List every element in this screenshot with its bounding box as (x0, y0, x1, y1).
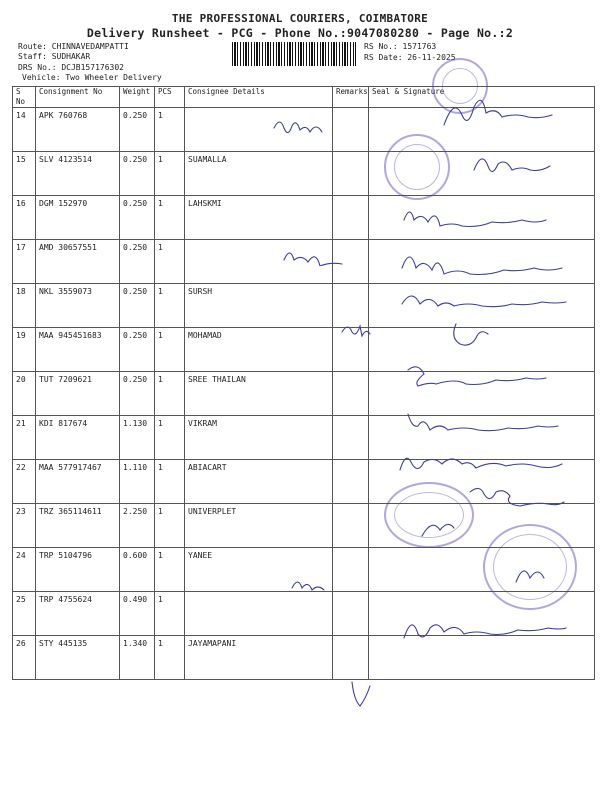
cell-consignee: VIKRAM (185, 416, 333, 460)
handwritten-signature (400, 612, 570, 646)
route-label: Route: CHINNAVEDAMPATTI (18, 42, 129, 51)
cell-consignment: MAA 945451683 (36, 328, 120, 372)
cell-sno: 26 (13, 636, 36, 680)
cell-pcs: 1 (155, 240, 185, 284)
handwritten-signature (466, 482, 566, 514)
cell-remarks (333, 592, 369, 636)
cell-consignee: MOHAMAD (185, 328, 333, 372)
cell-consignee: JAYAMAPANI (185, 636, 333, 680)
handwritten-mark (270, 112, 330, 136)
cell-sno: 21 (13, 416, 36, 460)
cell-pcs: 1 (155, 372, 185, 416)
cell-consignee: UNIVERPLET (185, 504, 333, 548)
cell-weight: 0.250 (120, 196, 155, 240)
cell-pcs: 1 (155, 328, 185, 372)
cell-pcs: 1 (155, 284, 185, 328)
cell-remarks (333, 372, 369, 416)
cell-weight: 0.250 (120, 152, 155, 196)
cell-consignment: STY 445135 (36, 636, 120, 680)
vehicle-label: Vehicle: Two Wheeler Delivery (22, 73, 162, 82)
cell-consignment: KDI 817674 (36, 416, 120, 460)
cell-sno: 14 (13, 108, 36, 152)
cell-consignee: YANEE (185, 548, 333, 592)
cell-remarks (333, 196, 369, 240)
cell-sno: 18 (13, 284, 36, 328)
cell-consignee: SREE THAILAN (185, 372, 333, 416)
col-consignee: Consignee Details (185, 87, 333, 108)
cell-weight: 0.250 (120, 372, 155, 416)
seal-stamp (384, 134, 450, 200)
handwritten-signature (404, 360, 574, 390)
handwritten-mark (510, 558, 550, 588)
cell-pcs: 1 (155, 108, 185, 152)
cell-remarks (333, 636, 369, 680)
cell-consignment: TRP 4755624 (36, 592, 120, 636)
cell-pcs: 1 (155, 504, 185, 548)
cell-consignee (185, 592, 333, 636)
handwritten-signature (470, 146, 560, 182)
cell-weight: 0.250 (120, 108, 155, 152)
cell-pcs: 1 (155, 548, 185, 592)
cell-consignee: ABIACART (185, 460, 333, 504)
handwritten-mark (280, 244, 350, 266)
cell-sno: 15 (13, 152, 36, 196)
cell-consignee: SURSH (185, 284, 333, 328)
cell-consignment: APK 760768 (36, 108, 120, 152)
col-sno: S No (13, 87, 36, 108)
cell-weight: 1.340 (120, 636, 155, 680)
handwritten-mark (346, 678, 376, 710)
cell-consignment: AMD 30657551 (36, 240, 120, 284)
cell-consignee: LAHSKMI (185, 196, 333, 240)
cell-sno: 22 (13, 460, 36, 504)
cell-weight: 1.130 (120, 416, 155, 460)
cell-remarks (333, 548, 369, 592)
cell-consignment: TRP 5104796 (36, 548, 120, 592)
cell-consignment: SLV 4123514 (36, 152, 120, 196)
cell-sno: 17 (13, 240, 36, 284)
cell-weight: 0.250 (120, 328, 155, 372)
col-weight: Weight (120, 87, 155, 108)
cell-consignment: TUT 7209621 (36, 372, 120, 416)
cell-consignment: TRZ 365114611 (36, 504, 120, 548)
handwritten-signature (398, 286, 578, 312)
handwritten-signature (400, 202, 580, 228)
cell-pcs: 1 (155, 592, 185, 636)
cell-sno: 16 (13, 196, 36, 240)
barcode-image (232, 42, 356, 66)
cell-pcs: 1 (155, 636, 185, 680)
cell-weight: 0.490 (120, 592, 155, 636)
cell-pcs: 1 (155, 460, 185, 504)
col-remarks: Remarks (333, 87, 369, 108)
col-pcs: PCS (155, 87, 185, 108)
cell-weight: 0.600 (120, 548, 155, 592)
cell-sno: 19 (13, 328, 36, 372)
drs-number: DRS No.: DCJB157176302 (18, 63, 124, 72)
cell-weight: 0.250 (120, 240, 155, 284)
cell-remarks (333, 504, 369, 548)
company-title: THE PROFESSIONAL COURIERS, COIMBATORE (171, 12, 429, 25)
col-consignment: Consignment No (36, 87, 120, 108)
cell-remarks (333, 460, 369, 504)
cell-consignment: DGM 152970 (36, 196, 120, 240)
cell-sno: 23 (13, 504, 36, 548)
cell-pcs: 1 (155, 196, 185, 240)
cell-pcs: 1 (155, 416, 185, 460)
handwritten-mark (288, 572, 328, 598)
handwritten-signature (398, 246, 578, 276)
cell-consignment: MAA 577917467 (36, 460, 120, 504)
handwritten-mark (338, 318, 374, 340)
cell-weight: 1.110 (120, 460, 155, 504)
cell-sno: 25 (13, 592, 36, 636)
handwritten-signature (440, 95, 570, 135)
runsheet-subtitle: Delivery Runsheet - PCG - Phone No.:9047080280 - Page No.:2 (86, 26, 514, 40)
staff-label: Staff: SUDHAKAR (18, 52, 91, 61)
cell-consignee: SUAMALLA (185, 152, 333, 196)
cell-remarks (333, 108, 369, 152)
handwritten-mark (448, 318, 498, 348)
cell-weight: 0.250 (120, 284, 155, 328)
cell-sno: 20 (13, 372, 36, 416)
cell-remarks (333, 416, 369, 460)
col-seal-signature: Seal & Signature (369, 87, 595, 108)
cell-sno: 24 (13, 548, 36, 592)
handwritten-mark (418, 514, 458, 542)
handwritten-signature (396, 444, 576, 480)
handwritten-signature (404, 408, 574, 434)
rs-number: RS No.: 1571763 (364, 42, 437, 51)
rs-date: RS Date: 26-11-2025 (364, 53, 456, 62)
cell-consignment: NKL 3559073 (36, 284, 120, 328)
cell-weight: 2.250 (120, 504, 155, 548)
cell-pcs: 1 (155, 152, 185, 196)
cell-remarks (333, 152, 369, 196)
